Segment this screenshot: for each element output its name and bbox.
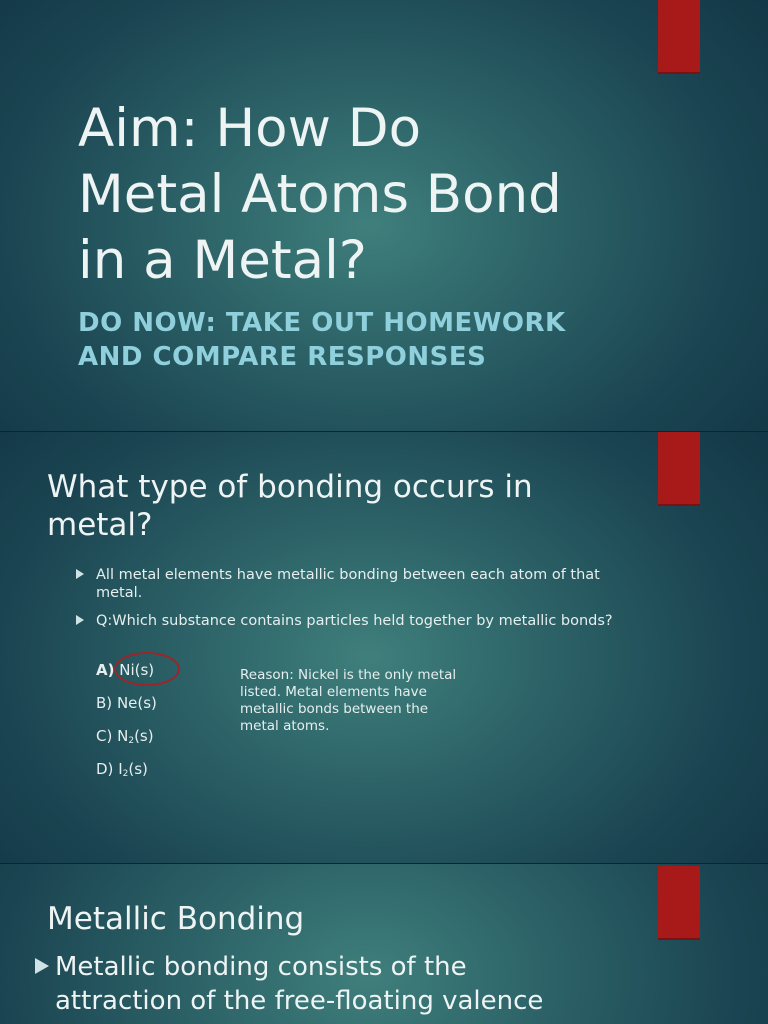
answer-option-c bbox=[96, 722, 157, 755]
subtitle-line: DO NOW: TAKE OUT HOMEWORK bbox=[78, 308, 566, 338]
bullet-item bbox=[35, 950, 655, 1018]
slide-title bbox=[0, 0, 768, 432]
bullet-text: Q:Which substance contains particles held together by metallic bonds? bbox=[96, 613, 613, 629]
title-line: in a Metal? bbox=[78, 230, 367, 291]
title-line: Aim: How Do bbox=[78, 98, 422, 159]
list-item bbox=[76, 566, 636, 602]
heading-line: metal? bbox=[47, 507, 153, 543]
slide-metallic-bonding bbox=[0, 864, 768, 1024]
option-subscript: 2 bbox=[122, 769, 129, 779]
slide-subtitle bbox=[78, 306, 678, 374]
answer-circle-icon bbox=[114, 652, 180, 686]
option-state: (s) bbox=[128, 760, 148, 778]
red-accent-tab bbox=[658, 432, 700, 504]
option-formula: Ne bbox=[116, 694, 138, 712]
option-letter: A) bbox=[96, 661, 115, 679]
bullet-arrow-icon bbox=[35, 958, 49, 974]
option-letter: B) bbox=[96, 694, 113, 712]
subtitle-line: AND COMPARE RESPONSES bbox=[78, 342, 487, 372]
bullet-text: All metal elements have metallic bonding between each atom of that metal. bbox=[96, 567, 600, 601]
heading-line: What type of bonding occurs in bbox=[47, 469, 533, 505]
option-state: (s) bbox=[134, 661, 155, 679]
title-line: Metal Atoms Bond bbox=[78, 164, 562, 225]
list-item bbox=[76, 612, 636, 630]
reason-text: Reason: Nickel is the only metal listed. Metal elements have metallic bonds between the metal atoms. bbox=[240, 667, 457, 734]
red-accent-tab bbox=[658, 866, 700, 938]
option-subscript: 2 bbox=[128, 736, 135, 746]
option-letter: D) bbox=[96, 760, 114, 778]
slide-title-heading bbox=[78, 96, 678, 294]
bullet-list bbox=[76, 566, 636, 640]
red-accent-tab bbox=[658, 0, 700, 72]
bullet-arrow-icon bbox=[76, 615, 84, 625]
answer-option-d bbox=[96, 755, 157, 788]
bullet-arrow-icon bbox=[76, 569, 84, 579]
option-state: (s) bbox=[137, 694, 157, 712]
answer-options bbox=[96, 656, 157, 788]
answer-option-b bbox=[96, 689, 157, 722]
bullet-line: Metallic bonding consists of the bbox=[55, 952, 467, 982]
option-formula: Ni bbox=[119, 661, 135, 679]
slide-heading: Metallic Bonding bbox=[47, 901, 305, 937]
answer-option-a bbox=[96, 656, 157, 689]
slide-heading bbox=[47, 468, 647, 544]
option-formula: N bbox=[117, 727, 129, 745]
option-state: (s) bbox=[134, 727, 154, 745]
option-formula: I bbox=[118, 760, 123, 778]
bullet-line: attraction of the free-floating valence bbox=[55, 986, 544, 1016]
slide-bonding-question bbox=[0, 432, 768, 864]
option-letter: C) bbox=[96, 727, 113, 745]
